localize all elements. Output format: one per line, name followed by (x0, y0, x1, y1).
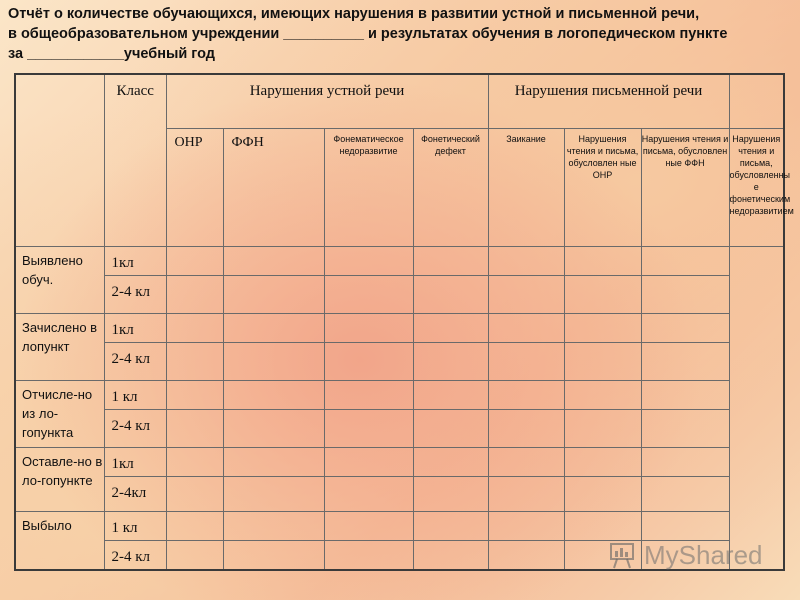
header-written-ffn: Нарушения чтения и письма, обусловлен ные ФФН (641, 128, 729, 246)
row-label-enrolled: Зачислено в лопункт (15, 313, 104, 380)
data-cell (488, 342, 564, 380)
data-cell (488, 511, 564, 540)
data-cell (641, 476, 729, 511)
data-cell (413, 342, 488, 380)
data-cell (324, 409, 413, 447)
header-onr: ОНР (166, 128, 223, 246)
data-cell (564, 313, 641, 342)
table-row (15, 511, 784, 540)
header-phonematic: Фонематическое недоразвитие (324, 128, 413, 246)
corner-cell (15, 74, 104, 246)
table-row (15, 342, 784, 380)
data-cell (223, 540, 324, 570)
data-cell (324, 380, 413, 409)
table-row (15, 246, 784, 275)
data-cell (488, 476, 564, 511)
watermark (608, 538, 768, 572)
data-cell (564, 275, 641, 313)
class-cell: 1кл (104, 447, 166, 476)
header-written-phonetic: Нарушения чтения и письма, обусловленны е фонетическим недоразвитием (729, 128, 784, 246)
header-written-onr: Нарушения чтения и письма, обусловлен ные ОНР (564, 128, 641, 246)
class-cell: 1 кл (104, 511, 166, 540)
data-cell (324, 540, 413, 570)
table-row (15, 380, 784, 409)
data-cell (324, 342, 413, 380)
data-cell (166, 511, 223, 540)
data-cell (223, 246, 324, 275)
title-line-1: Отчёт о количестве обучающихся, имеющих нарушения в развитии устной и письменной речи, (8, 6, 700, 22)
class-cell: 2-4 кл (104, 342, 166, 380)
data-cell (166, 246, 223, 275)
data-cell (223, 511, 324, 540)
data-cell (324, 246, 413, 275)
data-cell (641, 380, 729, 409)
data-cell (413, 511, 488, 540)
data-cell (488, 246, 564, 275)
data-cell (166, 313, 223, 342)
data-cell (413, 380, 488, 409)
data-cell (413, 447, 488, 476)
data-cell (166, 275, 223, 313)
data-cell (324, 511, 413, 540)
data-cell (641, 447, 729, 476)
data-cell (564, 246, 641, 275)
data-cell (488, 275, 564, 313)
data-cell (641, 246, 729, 275)
row-label-identified: Выявлено обуч. (15, 246, 104, 313)
data-cell (324, 447, 413, 476)
table-row (15, 409, 784, 447)
data-cell (413, 409, 488, 447)
data-cell (324, 275, 413, 313)
header-phonetic-defect: Фонетический дефект (413, 128, 488, 246)
data-cell (564, 409, 641, 447)
table-row (15, 447, 784, 476)
data-cell (641, 313, 729, 342)
table-row (15, 476, 784, 511)
data-cell (223, 380, 324, 409)
header-oral-speech: Нарушения устной речи (166, 74, 488, 128)
data-cell (564, 447, 641, 476)
class-cell: 1 кл (104, 380, 166, 409)
row-label-dropped: Выбыло (15, 511, 104, 570)
data-cell (413, 275, 488, 313)
data-cell (166, 409, 223, 447)
data-cell (488, 380, 564, 409)
header-written-speech: Нарушения письменной речи (488, 74, 729, 128)
class-cell: 2-4 кл (104, 409, 166, 447)
data-cell (488, 540, 564, 570)
data-cell (641, 342, 729, 380)
data-cell (223, 409, 324, 447)
report-table (14, 73, 794, 571)
data-cell (564, 511, 641, 540)
data-cell (564, 476, 641, 511)
data-cell (166, 380, 223, 409)
data-cell (223, 275, 324, 313)
data-cell (223, 342, 324, 380)
data-cell (641, 275, 729, 313)
data-cell (166, 447, 223, 476)
row-label-remained: Оставле-но в ло-гопункте (15, 447, 104, 511)
class-cell: 1кл (104, 246, 166, 275)
data-cell (413, 540, 488, 570)
data-cell (223, 476, 324, 511)
data-cell (488, 447, 564, 476)
class-cell: 2-4кл (104, 476, 166, 511)
presentation-board-icon (608, 540, 638, 570)
data-cell (413, 246, 488, 275)
title-line-2: в общеобразовательном учреждении __________ и результатах обучения в логопедическом пункте (8, 26, 728, 42)
data-cell (223, 447, 324, 476)
data-cell (413, 476, 488, 511)
data-cell (166, 476, 223, 511)
class-cell: 2-4 кл (104, 540, 166, 570)
header-ffn: ФФН (223, 128, 324, 246)
table-row (15, 313, 784, 342)
data-cell (564, 380, 641, 409)
class-cell: 1кл (104, 313, 166, 342)
header-class: Класс (104, 74, 166, 246)
title-line-3: за ____________учебный год (8, 46, 215, 62)
data-cell (641, 511, 729, 540)
header-stuttering: Заикание (488, 128, 564, 246)
data-cell (166, 342, 223, 380)
data-cell (488, 313, 564, 342)
data-cell (564, 342, 641, 380)
data-cell (324, 476, 413, 511)
data-cell (223, 313, 324, 342)
watermark-text: MyShared (644, 539, 763, 570)
data-cell (641, 409, 729, 447)
data-cell (413, 313, 488, 342)
class-cell: 2-4 кл (104, 275, 166, 313)
data-cell (166, 540, 223, 570)
row-label-expelled: Отчисле-но из ло-гопункта (15, 380, 104, 447)
data-cell (488, 409, 564, 447)
data-cell (324, 313, 413, 342)
report-title (8, 4, 798, 64)
table-row (15, 275, 784, 313)
